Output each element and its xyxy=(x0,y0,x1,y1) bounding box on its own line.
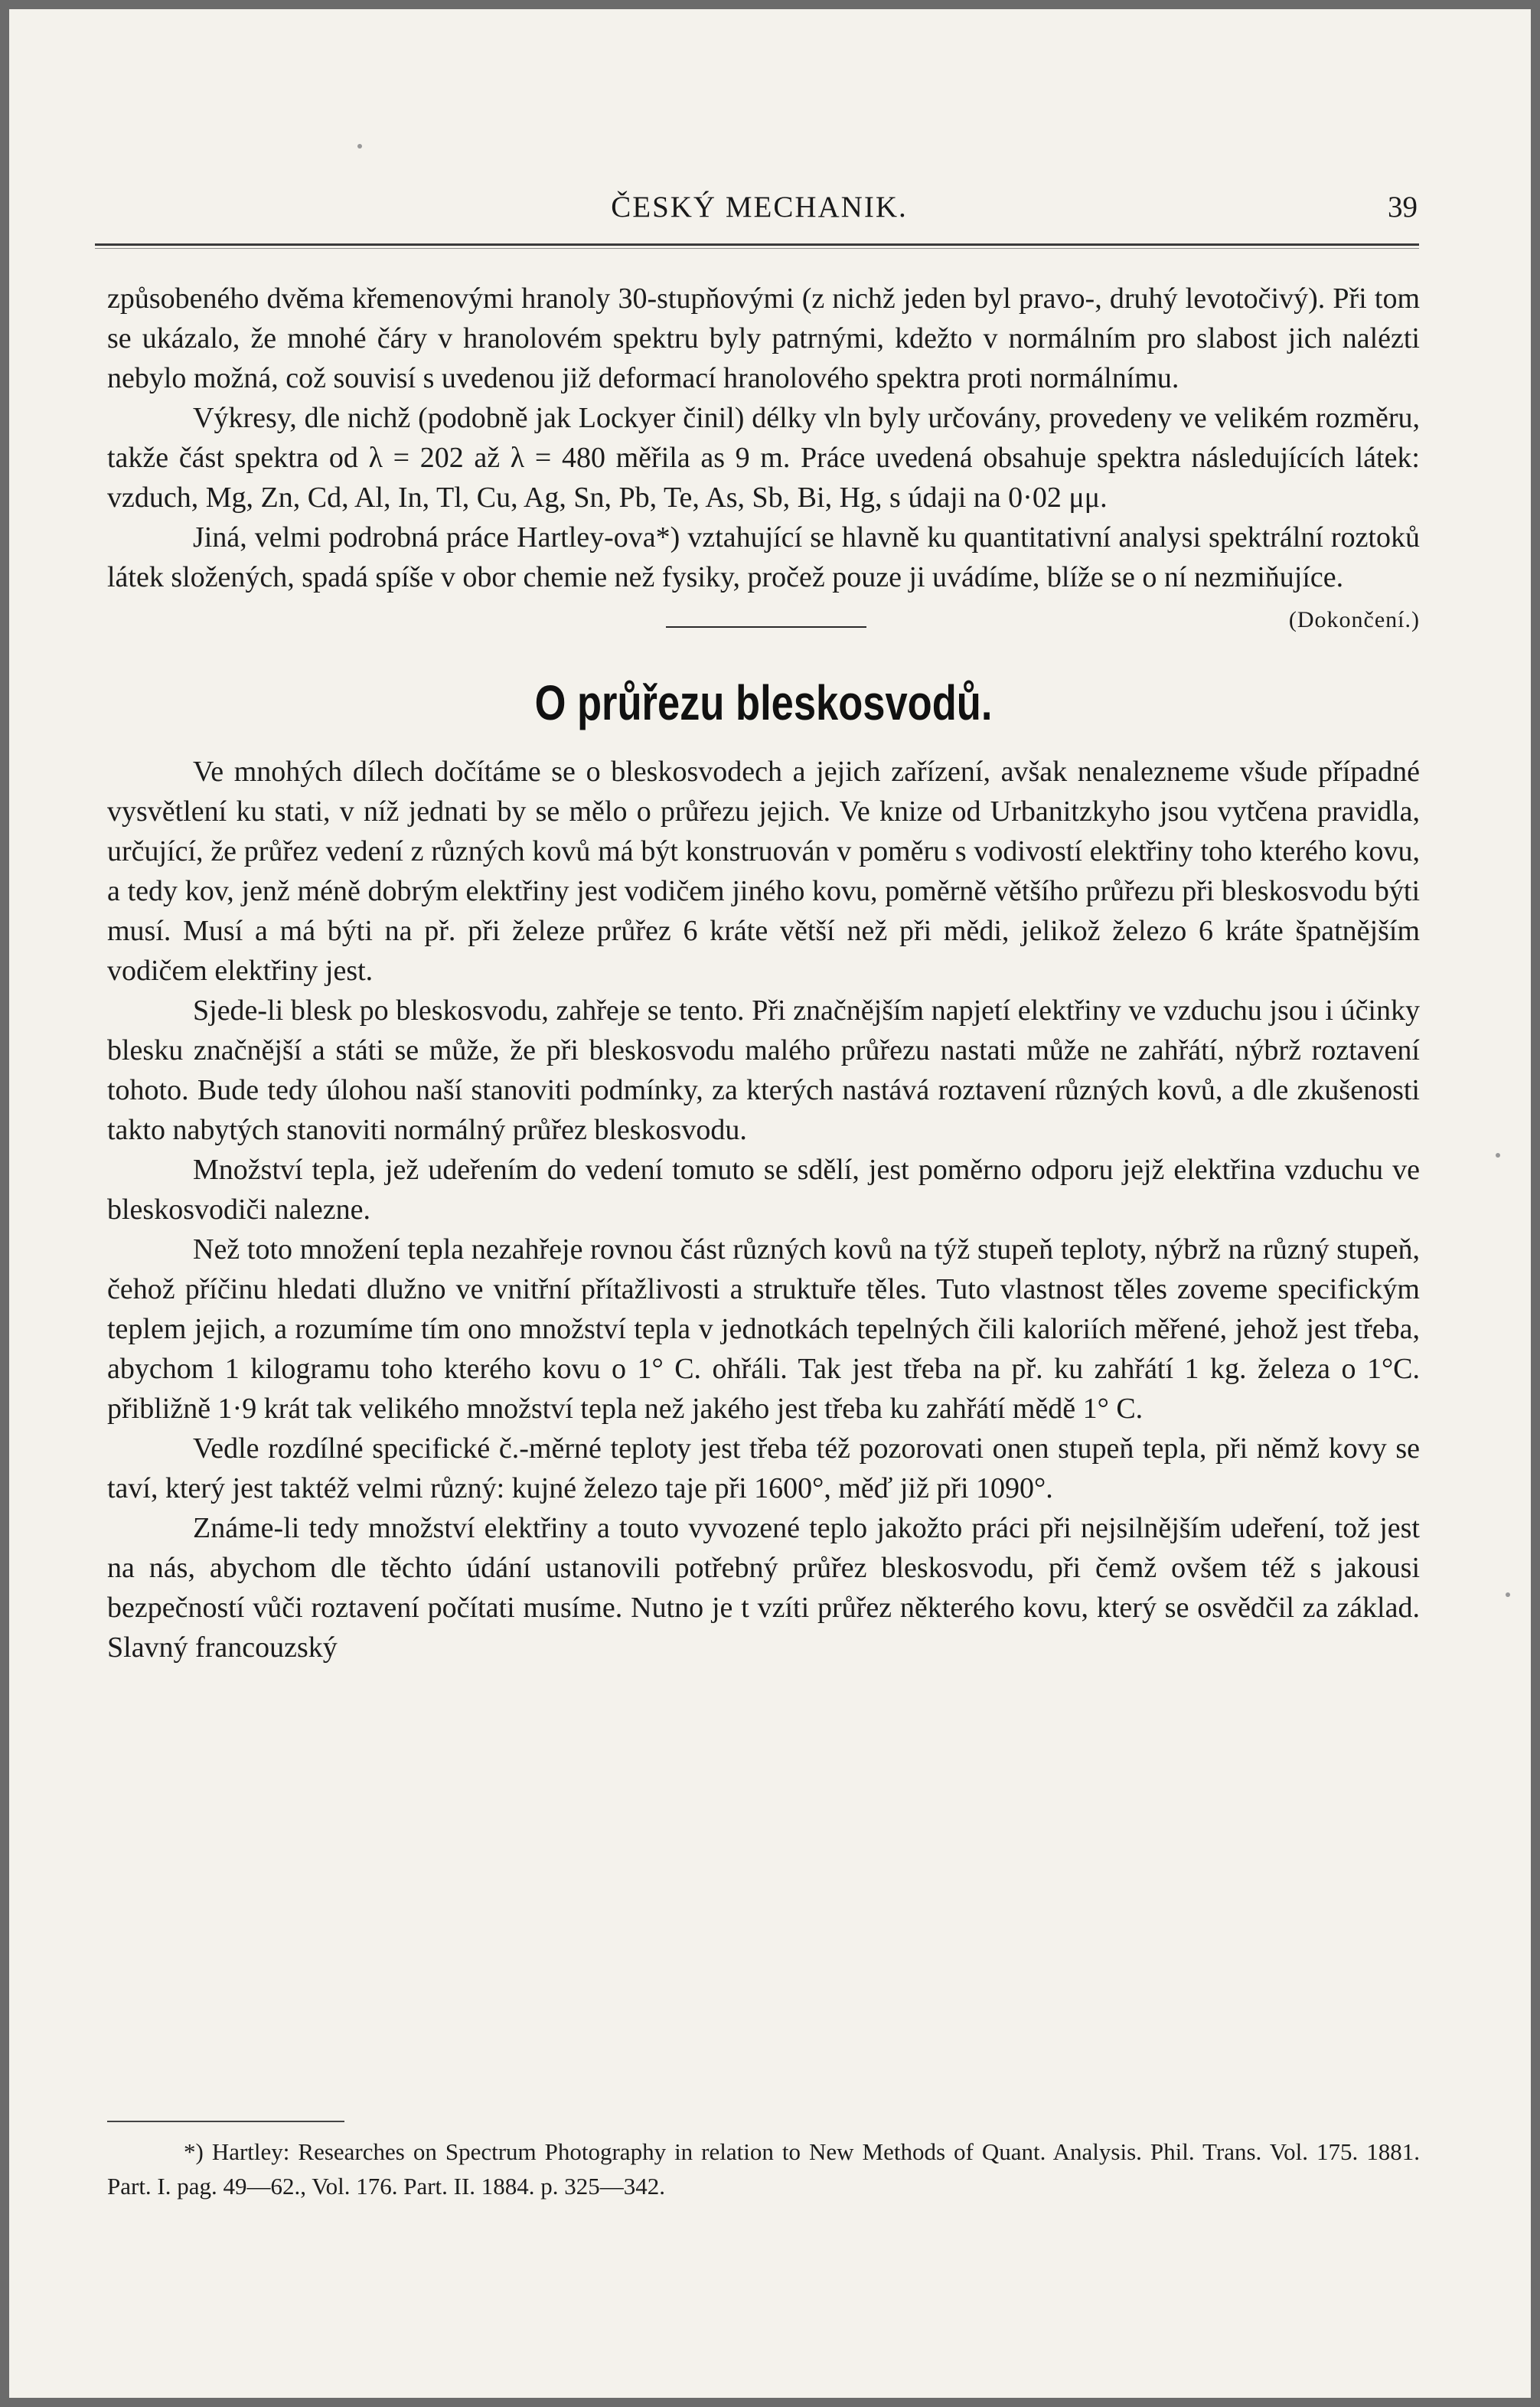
previous-article-paragraph: způsobeného dvěma křemenovými hranoly 30-stupňovými (z nichž jeden byl pravo-, druhý levotočivý). Při tom se ukázalo, že mnohé čáry v hranolovém spektru byly patrnými, kdežto v normálním pro slabost jich nalézti nebylo možná, což souvisí s uvedenou již deformací hranolového spektra proti normálnímu. xyxy=(107,283,1420,394)
article-title: O průřezu bleskosvodů. xyxy=(534,675,993,730)
previous-article-paragraph xyxy=(107,518,1420,632)
scanned-page xyxy=(9,9,1531,2398)
article-paragraph: Ve mnohých dílech dočítáme se o bleskosvodech a jejich zařízení, avšak nenalezneme všude případné vysvětlení ku stati, v níž jednati by se mělo o průřezu jejich. Ve knize od Urbanitzkyho jsou vytčena pravidla, určující, že průřez vedení z různých kovů má být konstruován v poměru s vodivostí elektřiny toho kterého kovu, a tedy kov, jenž méně dobrým elektřiny jest vodičem jiného kovu, poměrně většího průřezu při bleskosvodu býti musí. Musí a má býti na př. při železe průřez 6 kráte větší než při mědi, jelikož železo 6 kráte špatnějším vodičem elektřiny jest. xyxy=(107,756,1420,987)
article-paragraph: Sjede-li blesk po bleskosvodu, zahřeje se tento. Při značnějším napjetí elektřiny ve vzduchu jsou i účinky blesku značnější a státi se může, že při bleskosvodu malého průřezu nastati může ne zahřátí, nýbrž roztavení tohoto. Bude tedy úlohou naší stanoviti podmínky, za kterých nastává roztavení různých kovů, a dle zkušenosti takto nabytých stanoviti normálný průřez bleskosvodu. xyxy=(107,994,1420,1146)
article-paragraph: Známe-li tedy množství elektřiny a touto vyvozené teplo jakožto práci při nejsilnějším udeření, tož jest na nás, abychom dle těchto údání ustanovili potřebný průřez bleskosvodu, při čemž ovšem též s jakousi bezpečností vůči roztavení počítati musíme. Nutno je t vzíti průřez některého kovu, který se osvědčil za základ. Slavný francouzský xyxy=(107,1512,1420,1664)
continued-note: (Dokončení.) xyxy=(1288,607,1420,632)
footnote xyxy=(107,2134,1420,2203)
page-body xyxy=(107,279,1420,1667)
scan-speck xyxy=(1506,1592,1510,1597)
header-rule xyxy=(95,243,1419,246)
header-rule-thin xyxy=(95,248,1419,249)
article-paragraph: Množství tepla, jež udeřením do vedení tomuto se sdělí, jest poměrno odporu jejž elektřina vzduchu ve bleskosvodiči nalezne. xyxy=(107,1154,1420,1226)
scan-speck xyxy=(357,144,362,149)
footnote-rule xyxy=(107,2121,344,2122)
article-paragraph: Než toto množení tepla nezahřeje rovnou část různých kovů na týž stupeň teploty, nýbrž na různý stupeň, čehož příčinu hledati dlužno ve vnitřní přítažlivosti a struktuře těles. Tuto vlastnost těles zoveme specifickým teplem jejich, a rozumíme tím ono množství tepla v jednotkách tepelných čili kaloriích měřené, jehož jest třeba, abychom 1 kilogramu toho kterého kovu o 1° C. ohřáli. Tak jest třeba na př. ku zahřátí 1 kg. železa o 1°C. přibližně 1·9 krát tak velikého množství tepla než jakého jest třeba ku zahřátí mědě 1° C. xyxy=(107,1233,1420,1425)
divider-line xyxy=(666,626,866,628)
section-divider xyxy=(107,597,1420,657)
previous-article-paragraph: Výkresy, dle nichž (podobně jak Lockyer činil) délky vln byly určovány, provedeny ve velikém rozměru, takže část spektra od λ = 202 až λ = 480 měřila as 9 m. Práce uvedená obsahuje spektra následujících látek: vzduch, Mg, Zn, Cd, Al, In, Tl, Cu, Ag, Sn, Pb, Te, As, Sb, Bi, Hg, s údaji na 0·02 μμ. xyxy=(107,402,1420,514)
running-header xyxy=(101,190,1418,236)
article-paragraph: Vedle rozdílné specifické č.-měrné teploty jest třeba též pozorovati onen stupeň tepla, při němž kovy se taví, který jest taktéž velmi různý: kujné železo taje při 1600°, měď již při 1090°. xyxy=(107,1432,1420,1504)
running-title: ČESKÝ MECHANIK. xyxy=(611,191,908,224)
previous-article-last-text: Jiná, velmi podrobná práce Hartley-ova*) vztahující se hlavně ku quantitativní analysi spektrální roztoků látek složených, spadá spíše v obor chemie než fysiky, pročež pouze ji uvádíme, blíže se o ní nezmiňujíce. xyxy=(107,521,1420,593)
page-number: 39 xyxy=(1388,191,1418,224)
footnote-text: *) Hartley: Researches on Spectrum Photography in relation to New Methods of Quant. Analysis. Phil. Trans. Vol. 175. 1881. Part. I. pag. 49—62., Vol. 176. Part. II. 1884. p. 325—342. xyxy=(107,2138,1420,2200)
scan-speck xyxy=(1496,1153,1500,1158)
